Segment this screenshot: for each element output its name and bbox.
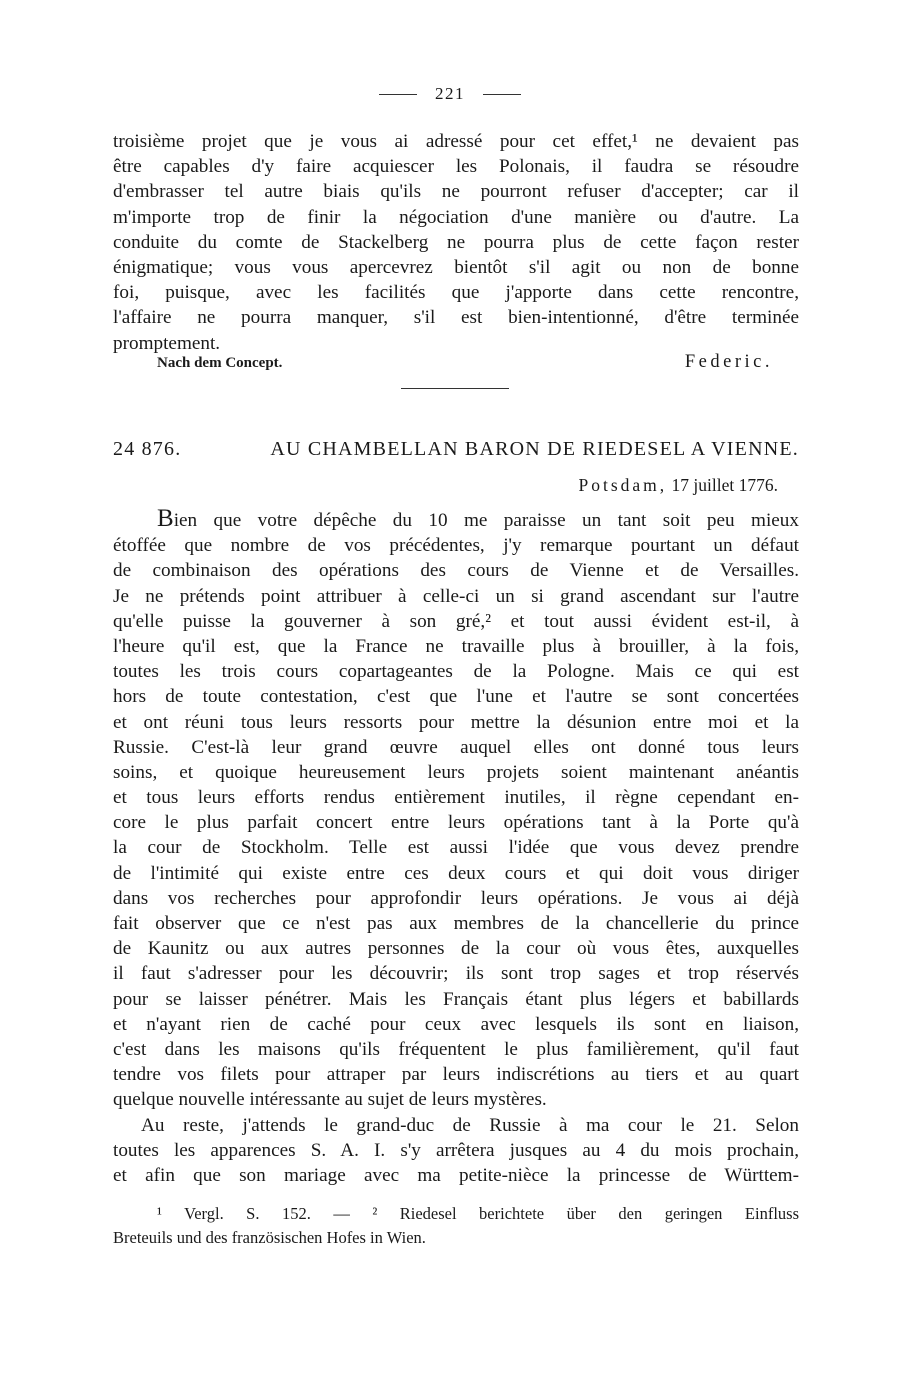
text-line: troisième projet que je vous ai adressé pour cet effet,¹ ne devaient pas	[113, 131, 799, 152]
text-line: Au reste, j'attends le grand-duc de Russie à ma cour le 21. Selon	[141, 1114, 799, 1136]
text-line: foi, puisque, avec les facilités que j'apporte dans cette rencontre,	[113, 282, 799, 304]
closing-row	[113, 352, 799, 373]
text-line: fait observer que ce n'est pas aux membres de la chancellerie du prince	[113, 913, 799, 934]
signature: Federic.	[684, 352, 773, 372]
text-line: et tous leurs efforts rendus entièrement inutiles, il règne cependant en-	[113, 787, 799, 809]
text-line: et n'ayant rien de caché pour ceux avec lesquels ils sont en liaison,	[113, 1013, 799, 1035]
text-line: la cour de Stockholm. Telle est aussi l'idée que vous devez prendre	[113, 837, 799, 859]
letter-number: 24 876.	[113, 438, 182, 460]
text-line: de combinaison des opérations des cours de Vienne et de Versailles.	[113, 560, 799, 582]
text-line: l'heure qu'il est, que la France ne travaille plus à brouiller, à la fois,	[113, 635, 799, 657]
page-header	[0, 84, 900, 104]
header-dash-right	[483, 94, 521, 95]
text-line: quelque nouvelle intéressante au sujet de leurs mystères.	[113, 1089, 547, 1111]
footnote-line: ¹ Vergl. S. 152. — ² Riedesel berichtete über den geringen Einfluss	[157, 1204, 799, 1223]
text-line: d'embrasser tel autre biais qu'ils ne pourront refuser d'accepter; car il	[113, 181, 799, 203]
footnote-line: Breteuils und des französischen Hofes in Wien.	[113, 1228, 426, 1247]
continued-paragraph	[113, 129, 799, 356]
text-line	[113, 505, 799, 533]
text-line: toutes les trois cours copartageantes de la Pologne. Mais ce qui est	[113, 661, 799, 683]
text-line: étoffée que nombre de vos précédentes, j'y remarque pourtant un défaut	[113, 535, 799, 557]
letter-dateline	[113, 475, 778, 496]
letter-place: Potsdam,	[578, 475, 668, 495]
header-dash-left	[379, 94, 417, 95]
text-line: énigmatique; vous vous apercevrez bientôt s'il agit ou non de bonne	[113, 256, 799, 278]
text-line: qu'elle puisse la gouverner à son gré,² et tout aussi évident est-il, à	[113, 610, 799, 632]
text-line: promptement.	[113, 332, 221, 354]
text-line: Russie. C'est-là leur grand œuvre auquel elles ont donné tous leurs	[113, 736, 799, 758]
letter-body	[113, 505, 799, 1188]
text-line: il faut s'adresser pour les découvrir; ils sont trop sages et trop réservés	[113, 963, 799, 985]
text-line: Je ne prétends point attribuer à celle-ci un si grand ascendant sur l'autre	[113, 585, 799, 607]
text-line: conduite du comte de Stackelberg ne pourra plus de cette façon rester	[113, 231, 799, 253]
letter-title: AU CHAMBELLAN BARON DE RIEDESEL A VIENNE.	[270, 438, 799, 460]
text-line: de l'intimité qui existe entre ces deux cours et qui doit vous diriger	[113, 862, 799, 884]
text-line: core le plus parfait concert entre leurs opérations tant à la Porte qu'à	[113, 812, 799, 834]
text-line-rest: ien que votre dépêche du 10 me paraisse un tant soit peu mieux	[173, 510, 799, 531]
text-line: et ont réuni tous leurs ressorts pour mettre la désunion entre moi et la	[113, 711, 799, 733]
text-line: de Kaunitz ou aux autres personnes de la cour où vous êtes, auxquelles	[113, 938, 799, 960]
text-line: toutes les apparences S. A. I. s'y arrêtera jusques au 4 du mois prochain,	[113, 1139, 799, 1161]
concept-note: Nach dem Concept.	[157, 355, 283, 371]
text-line: et afin que son mariage avec ma petite-nièce la princesse de Württem-	[113, 1164, 799, 1186]
letter-heading	[113, 438, 799, 461]
page-number: 221	[435, 84, 465, 103]
text-line: être capables d'y faire acquiescer les Polonais, il faudra se résoudre	[113, 156, 799, 178]
text-line: hors de toute contestation, c'est que l'une et l'autre se sont concertées	[113, 686, 799, 708]
text-line: m'importe trop de finir la négociation d'une manière ou d'autre. La	[113, 206, 799, 228]
drop-capital: B	[157, 505, 174, 532]
text-line: soins, et quoique heureusement leurs projets soient maintenant anéantis	[113, 761, 799, 783]
footnotes	[113, 1202, 799, 1250]
text-line: dans vos recherches pour approfondir leurs opérations. Je vous ai déjà	[113, 887, 799, 909]
letter-date: 17 juillet 1776.	[671, 475, 778, 495]
text-line: pour se laisser pénétrer. Mais les Français étant plus légers et babillards	[113, 988, 799, 1010]
text-line: l'affaire ne pourra manquer, s'il est bien-intentionné, d'être terminée	[113, 307, 799, 329]
text-line: tendre vos filets pour attraper par leurs indiscrétions au tiers et au quart	[113, 1064, 799, 1086]
section-divider	[401, 388, 509, 389]
text-line: c'est dans les maisons qu'ils fréquentent le plus familièrement, qu'il faut	[113, 1038, 799, 1060]
